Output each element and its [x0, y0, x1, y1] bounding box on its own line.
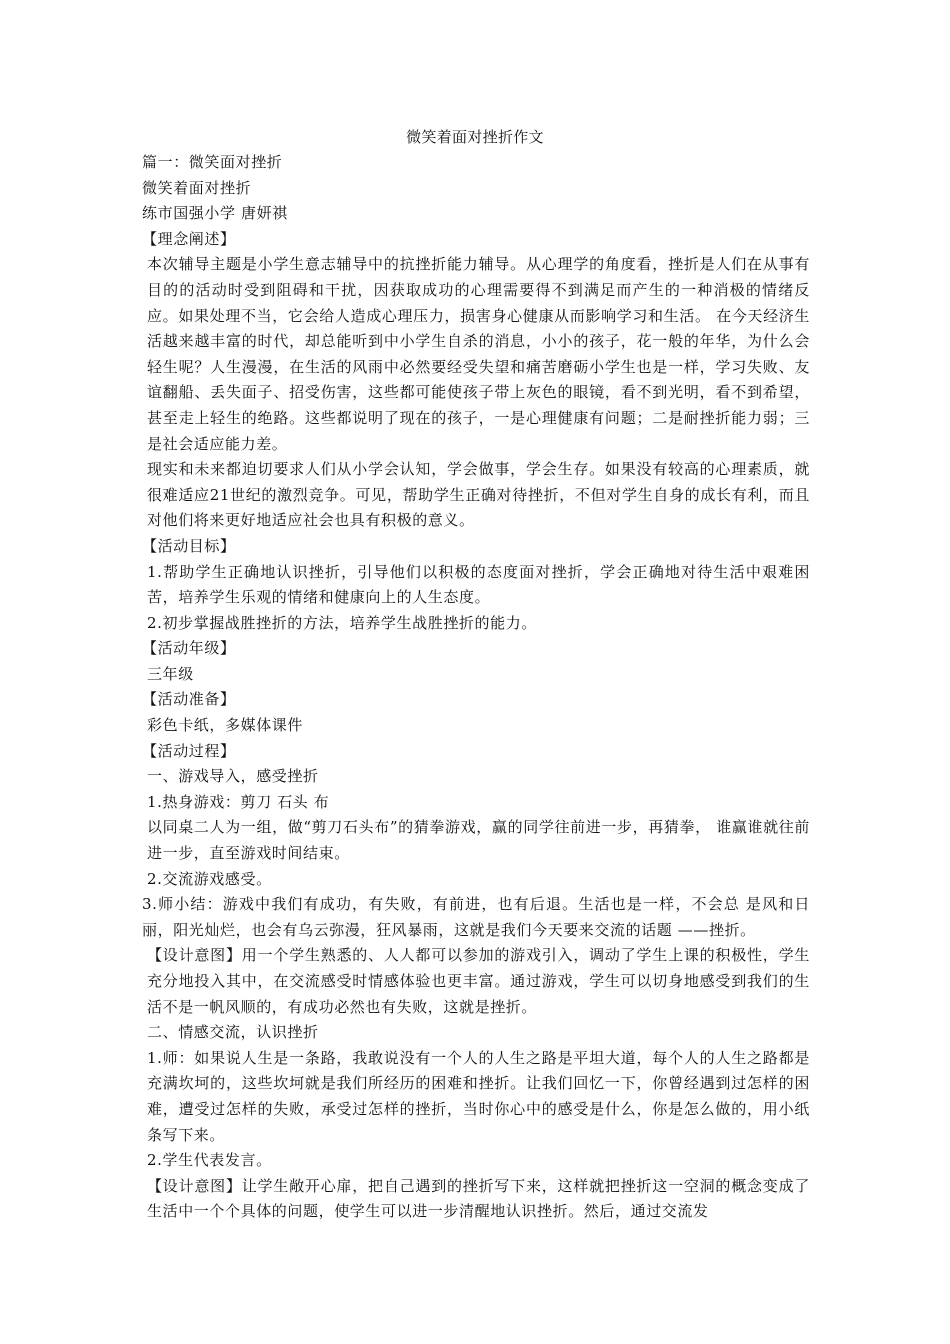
paragraph: 二、情感交流，认识挫折: [147, 1023, 319, 1042]
author-line: 练市国强小学 唐妍祺: [142, 204, 288, 223]
document-body: [142, 150, 810, 1225]
paragraph: 【设计意图】用一个学生熟悉的、人人都可以参加的游戏引入，调动了学生上课的积极性，学生充分地投入其中，在交流感受时情感体验也更丰富。通过游戏，学生可以切身地感受到我们的生活不是一帆风顺的，有成功必然也有失败，这就是挫折。: [147, 946, 810, 1016]
subheading-grade: 【活动年级】: [142, 639, 236, 658]
paragraph: 一、游戏导入，感受挫折: [147, 767, 319, 786]
subheading-process: 【活动过程】: [142, 741, 236, 760]
paragraph: 1.师：如果说人生是一条路，我敢说没有一个人的人生之路是平坦大道，每个人的人生之路都是充满坎坷的，这些坎坷就是我们所经历的困难和挫折。让我们回忆一下，你曾经遇到过怎样的困难，遭受过怎样的失败，承受过怎样的挫折，当时你心中的感受是什么，你是怎么做的，用小纸条写下来。: [147, 1048, 810, 1144]
paragraph: 2.学生代表发言。: [147, 1151, 272, 1170]
subheading-goals: 【活动目标】: [142, 536, 236, 555]
paragraph: 2.交流游戏感受。: [147, 869, 272, 888]
paragraph: 【设计意图】让学生敞开心扉，把自己遇到的挫折写下来，这样就把挫折这一空洞的概念变成了生活中一个个具体的问题，使学生可以进一步清醒地认识挫折。然后，通过交流发: [147, 1176, 810, 1221]
paragraph: 3.师小结：游戏中我们有成功，有失败，有前进，也有后退。生活也是一样，不会总 是风和日丽，阳光灿烂，也会有乌云弥漫，狂风暴雨，这就是我们今天要来交流的话题 ——挫折。: [142, 895, 810, 939]
paragraph: 2.初步掌握战胜挫折的方法，培养学生战胜挫折的能力。: [147, 613, 537, 632]
paragraph: 1.热身游戏：剪刀 石头 布: [147, 792, 330, 811]
section-heading: 篇一：微笑面对挫折: [142, 153, 283, 171]
article-title: 微笑着面对挫折: [142, 178, 252, 197]
paragraph: 三年级: [147, 664, 194, 683]
paragraph: 彩色卡纸，多媒体课件: [147, 716, 304, 735]
paragraph: 1.帮助学生正确地认识挫折，引导他们以积极的态度面对挫折，学会正确地对待生活中艰难困苦，培养学生乐观的情绪和健康向上的人生态度。: [147, 562, 810, 607]
paragraph: 以同桌二人为一组，做“剪刀石头布”的猜拳游戏，赢的同学往前进一步，再猜拳， 谁赢谁就往前进一步，直至游戏时间结束。: [147, 818, 810, 863]
subheading-preparation: 【活动准备】: [142, 690, 236, 709]
subheading-concept: 【理念阐述】: [142, 229, 236, 248]
paragraph: 现实和未来都迫切要求人们从小学会认知，学会做事，学会生存。如果没有较高的心理素质，就很难适应21世纪的激烈竞争。可见，帮助学生正确对待挫折，不但对学生自身的成长有利，而且对他们将来更好地适应社会也具有积极的意义。: [147, 460, 810, 530]
document-title: 微笑着面对挫折作文: [406, 128, 544, 146]
paragraph: 本次辅导主题是小学生意志辅导中的抗挫折能力辅导。从心理学的角度看，挫折是人们在从事有目的的活动时受到阻碍和干扰，因获取成功的心理需要得不到满足而产生的一种消极的情绪反应。如果处理不当，它会给人造成心理压力，损害身心健康从而影响学习和生活。 在今天经济生活越来越丰富的时代，却总能听到中小学生自杀的消息，小小的孩子，花一般的年华，为什么会轻生呢？人生漫漫，在生活的风雨中必然要经受失望和痛苦磨砺小学生也是一样，学习失败、友谊翻船、丢失面子、招受伤害，这些都可能使孩子带上灰色的眼镜，看不到光明，看不到希望，甚至走上轻生的绝路。这些都说明了现在的孩子，一是心理健康有问题；二是耐挫折能力弱；三是社会适应能力差。: [147, 255, 810, 453]
